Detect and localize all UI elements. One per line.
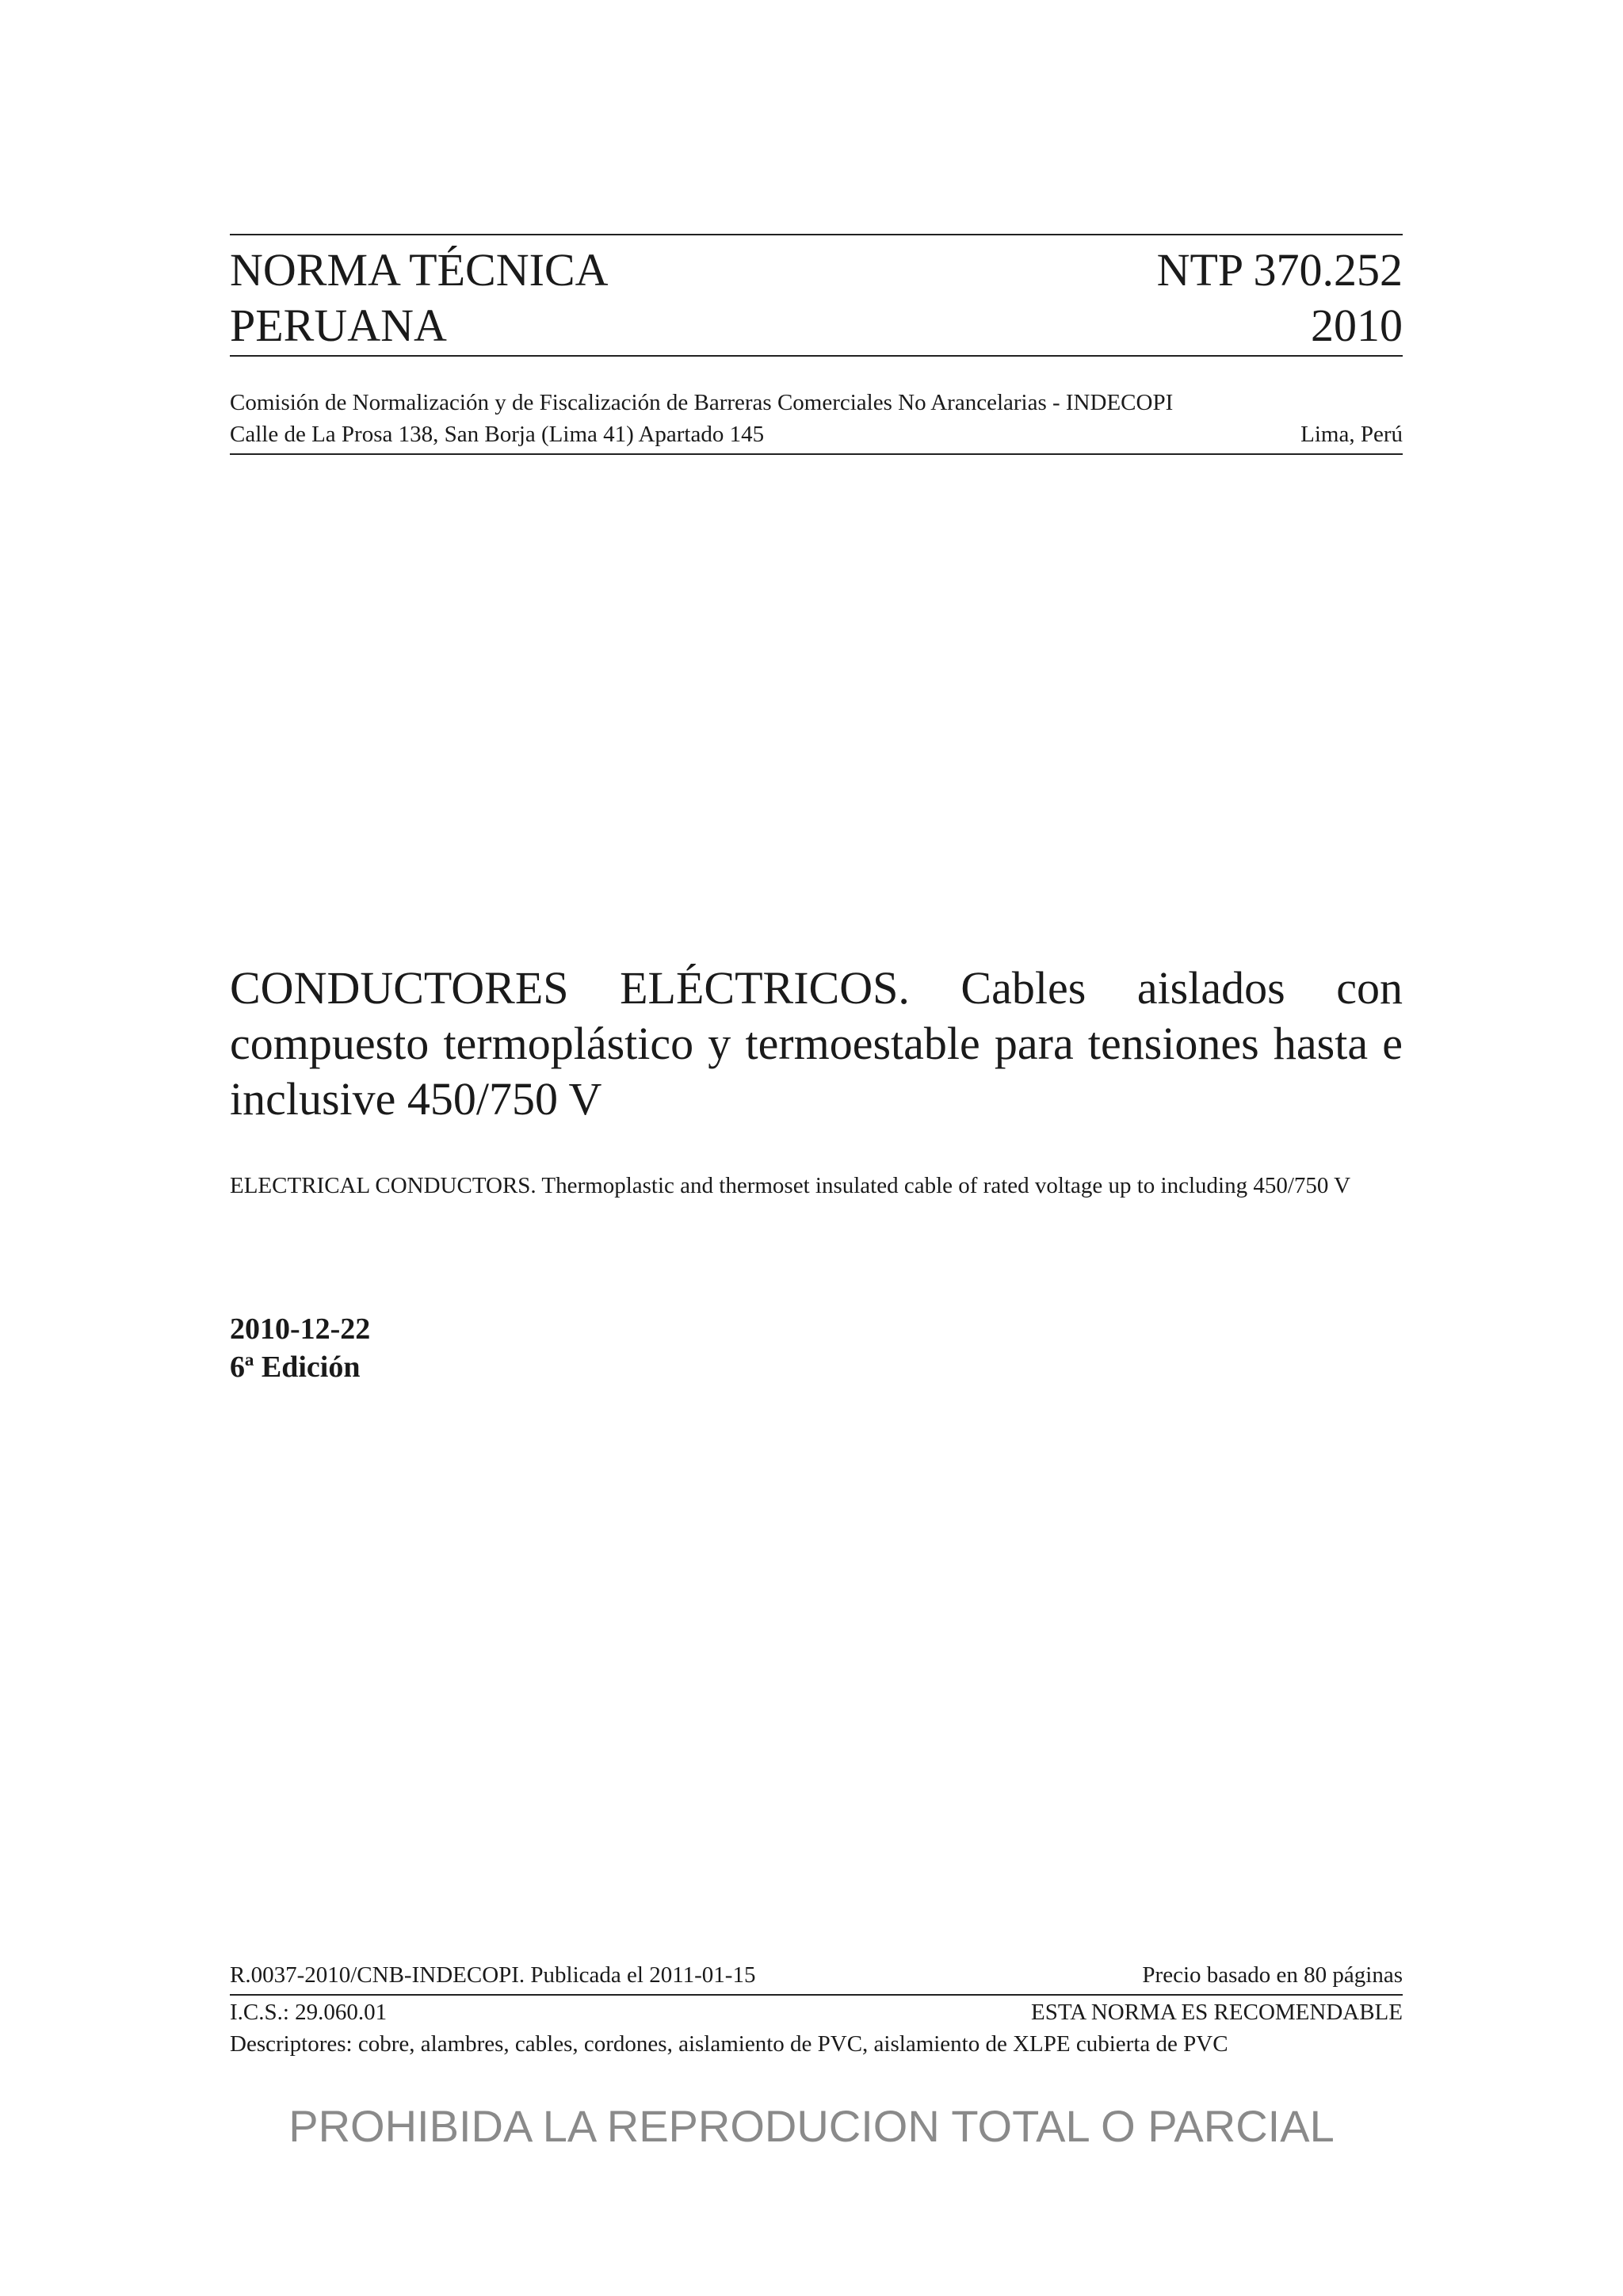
- edition-number: 6ª Edición: [230, 1350, 361, 1384]
- norm-title-line-2: PERUANA: [230, 300, 447, 351]
- header-top-rule: [230, 234, 1403, 235]
- document-title-english: ELECTRICAL CONDUCTORS. Thermoplastic and thermoset insulated cable of rated voltage up to including 450/750 V: [230, 1173, 1351, 1198]
- institution-rule: [230, 453, 1403, 455]
- footer-ics-row: [230, 2001, 1403, 2024]
- header-line-1: [230, 244, 1403, 296]
- header-line-2: [230, 300, 1403, 351]
- document-title-spanish: CONDUCTORES ELÉCTRICOS. Cables aislados con compuesto termoplástico y termoestable para tensiones hasta e inclusive 450/750 V: [230, 962, 1403, 1125]
- institution-address: Calle de La Prosa 138, San Borja (Lima 41) Apartado 145: [230, 422, 765, 447]
- descriptors-text: Descriptores: cobre, alambres, cables, cordones, aislamiento de PVC, aislamiento de XLPE cubierta de PVC: [230, 2031, 1228, 2057]
- institution-name: Comisión de Normalización y de Fiscalización de Barreras Comerciales No Arancelarias - INDECOPI: [230, 390, 1174, 415]
- footer-rule: [230, 1994, 1403, 1996]
- footer-resolution-row: [230, 1964, 1403, 1987]
- header-bottom-rule: [230, 355, 1403, 357]
- footer-descriptors-row: [230, 2033, 1403, 2056]
- institution-name-row: [230, 392, 1403, 415]
- norm-code: NTP 370.252: [1156, 244, 1403, 296]
- norm-year: 2010: [1311, 300, 1403, 351]
- reproduction-watermark: PROHIBIDA LA REPRODUCION TOTAL O PARCIAL: [288, 2101, 1335, 2151]
- institution-address-row: [230, 423, 1403, 446]
- norm-title-line-1: NORMA TÉCNICA: [230, 244, 609, 296]
- institution-city: Lima, Perú: [1300, 422, 1403, 447]
- price-text: Precio basado en 80 páginas: [1142, 1962, 1403, 1988]
- edition-date: 2010-12-22: [230, 1312, 371, 1346]
- ics-code: I.C.S.: 29.060.01: [230, 2000, 388, 2025]
- resolution-text: R.0037-2010/CNB-INDECOPI. Publicada el 2011-01-15: [230, 1962, 756, 1988]
- norm-status: ESTA NORMA ES RECOMENDABLE: [1031, 2000, 1403, 2025]
